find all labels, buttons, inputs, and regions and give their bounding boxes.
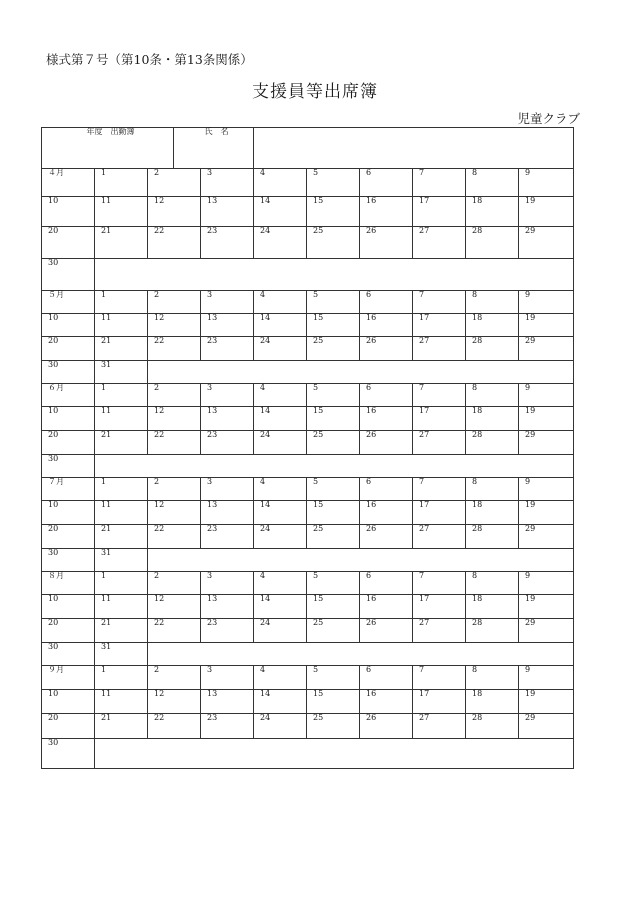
day-cell[interactable]: 12 <box>148 595 201 619</box>
day-cell[interactable]: 1 <box>95 478 148 501</box>
row-start-label: 30 <box>42 361 95 384</box>
month-1-row <box>42 259 574 291</box>
row-start-label: 20 <box>42 619 95 643</box>
day-cell[interactable]: 8 <box>466 666 519 690</box>
day-cell[interactable]: 5 <box>307 169 360 197</box>
month-5-row <box>42 595 574 619</box>
day-cell[interactable]: 22 <box>148 227 201 259</box>
month-4-row <box>42 501 574 525</box>
day-cell[interactable]: 28 <box>466 227 519 259</box>
day-cell[interactable]: 17 <box>413 407 466 431</box>
day-cell[interactable]: 9 <box>519 384 574 407</box>
day-cell[interactable]: 18 <box>466 407 519 431</box>
day-cell[interactable]: 25 <box>307 714 360 739</box>
day-cell[interactable]: 29 <box>519 227 574 259</box>
day-cell[interactable]: 17 <box>413 197 466 227</box>
day-cell[interactable]: 19 <box>519 314 574 337</box>
month-3-row <box>42 407 574 431</box>
day-cell[interactable]: 1 <box>95 666 148 690</box>
day-cell[interactable]: 13 <box>201 197 254 227</box>
day-cell[interactable]: 22 <box>148 431 201 455</box>
day-cell[interactable]: 27 <box>413 714 466 739</box>
day-cell[interactable]: 7 <box>413 384 466 407</box>
day-cell[interactable]: 1 <box>95 384 148 407</box>
day-cell[interactable]: 26 <box>360 431 413 455</box>
row-start-label: 10 <box>42 501 95 525</box>
day-cell[interactable]: 24 <box>254 431 307 455</box>
day-cell[interactable]: 28 <box>466 525 519 549</box>
row-start-label: 30 <box>42 739 95 769</box>
day-cell[interactable]: 29 <box>519 337 574 361</box>
day-cell[interactable]: 19 <box>519 501 574 525</box>
name-field[interactable] <box>254 128 574 169</box>
day-cell[interactable]: 25 <box>307 431 360 455</box>
row-start-label: 10 <box>42 690 95 714</box>
month-label: ７月 <box>42 478 95 501</box>
month-2-row <box>42 361 574 384</box>
day-cell[interactable]: 28 <box>466 714 519 739</box>
day-cell[interactable]: 8 <box>466 572 519 595</box>
day-cell[interactable]: 21 <box>95 227 148 259</box>
day-cell[interactable]: 4 <box>254 666 307 690</box>
day-cell[interactable]: 27 <box>413 619 466 643</box>
day-cell[interactable]: 7 <box>413 478 466 501</box>
month-4-row <box>42 525 574 549</box>
day-cell[interactable]: 5 <box>307 666 360 690</box>
day-cell[interactable]: 21 <box>95 431 148 455</box>
day-cell[interactable]: 24 <box>254 227 307 259</box>
day-cell[interactable]: 14 <box>254 314 307 337</box>
day-cell[interactable]: 6 <box>360 572 413 595</box>
day-cell[interactable]: 14 <box>254 501 307 525</box>
day-cell[interactable]: 27 <box>413 227 466 259</box>
day-cell[interactable]: 14 <box>254 407 307 431</box>
day-cell[interactable]: 11 <box>95 197 148 227</box>
month-3-row <box>42 431 574 455</box>
day-cell[interactable]: 8 <box>466 478 519 501</box>
day-cell[interactable]: 2 <box>148 478 201 501</box>
day-cell[interactable]: 13 <box>201 314 254 337</box>
day-cell[interactable]: 5 <box>307 478 360 501</box>
day-cell[interactable]: 31 <box>95 361 148 384</box>
day-cell[interactable]: 9 <box>519 169 574 197</box>
day-cell[interactable]: 26 <box>360 525 413 549</box>
day-cell[interactable]: 2 <box>148 291 201 314</box>
day-cell[interactable]: 12 <box>148 197 201 227</box>
table-header-row <box>42 128 574 169</box>
empty-cell <box>148 643 574 666</box>
day-cell[interactable]: 14 <box>254 690 307 714</box>
day-cell[interactable]: 4 <box>254 169 307 197</box>
day-cell[interactable]: 27 <box>413 525 466 549</box>
day-cell[interactable]: 19 <box>519 595 574 619</box>
day-cell[interactable]: 2 <box>148 169 201 197</box>
day-cell[interactable]: 4 <box>254 291 307 314</box>
form-number: 様式第７号（第10条・第13条関係） <box>46 52 253 67</box>
row-start-label: 30 <box>42 549 95 572</box>
day-cell[interactable]: 14 <box>254 197 307 227</box>
day-cell[interactable]: 7 <box>413 291 466 314</box>
day-cell[interactable]: 3 <box>201 291 254 314</box>
day-cell[interactable]: 4 <box>254 478 307 501</box>
day-cell[interactable]: 31 <box>95 549 148 572</box>
row-start-label: 10 <box>42 314 95 337</box>
empty-cell <box>95 259 574 291</box>
day-cell[interactable]: 4 <box>254 572 307 595</box>
month-6-row <box>42 666 574 690</box>
day-cell[interactable]: 13 <box>201 501 254 525</box>
day-cell[interactable]: 23 <box>201 525 254 549</box>
day-cell[interactable]: 12 <box>148 690 201 714</box>
day-cell[interactable]: 13 <box>201 690 254 714</box>
day-cell[interactable]: 3 <box>201 169 254 197</box>
month-2-row <box>42 291 574 314</box>
month-2-row <box>42 314 574 337</box>
day-cell[interactable]: 19 <box>519 197 574 227</box>
day-cell[interactable]: 6 <box>360 169 413 197</box>
day-cell[interactable]: 17 <box>413 595 466 619</box>
day-cell[interactable]: 26 <box>360 619 413 643</box>
day-cell[interactable]: 9 <box>519 572 574 595</box>
day-cell[interactable]: 18 <box>466 314 519 337</box>
day-cell[interactable]: 16 <box>360 407 413 431</box>
day-cell[interactable]: 27 <box>413 431 466 455</box>
day-cell[interactable]: 15 <box>307 690 360 714</box>
day-cell[interactable]: 9 <box>519 666 574 690</box>
day-cell[interactable]: 3 <box>201 478 254 501</box>
day-cell[interactable]: 28 <box>466 619 519 643</box>
name-label: 氏 名 <box>174 128 254 169</box>
day-cell[interactable]: 1 <box>95 572 148 595</box>
club-name: 児童クラブ <box>517 111 580 126</box>
day-cell[interactable]: 22 <box>148 525 201 549</box>
day-cell[interactable]: 18 <box>466 690 519 714</box>
month-label: ４月 <box>42 169 95 197</box>
month-3-row <box>42 384 574 407</box>
day-cell[interactable]: 3 <box>201 666 254 690</box>
day-cell[interactable]: 17 <box>413 690 466 714</box>
row-start-label: 20 <box>42 227 95 259</box>
month-1-row <box>42 227 574 259</box>
day-cell[interactable]: 8 <box>466 384 519 407</box>
day-cell[interactable]: 7 <box>413 572 466 595</box>
day-cell[interactable]: 25 <box>307 337 360 361</box>
day-cell[interactable]: 11 <box>95 407 148 431</box>
day-cell[interactable]: 24 <box>254 619 307 643</box>
day-cell[interactable]: 2 <box>148 572 201 595</box>
day-cell[interactable]: 27 <box>413 337 466 361</box>
day-cell[interactable]: 2 <box>148 384 201 407</box>
day-cell[interactable]: 23 <box>201 619 254 643</box>
day-cell[interactable]: 31 <box>95 643 148 666</box>
day-cell[interactable]: 17 <box>413 314 466 337</box>
year-attendance-label: 年度 出勤簿 <box>42 128 174 169</box>
month-5-row <box>42 619 574 643</box>
month-1-row <box>42 169 574 197</box>
empty-cell <box>95 455 574 478</box>
month-5-row <box>42 643 574 666</box>
row-start-label: 10 <box>42 595 95 619</box>
row-start-label: 30 <box>42 643 95 666</box>
month-3-row <box>42 455 574 478</box>
day-cell[interactable]: 29 <box>519 431 574 455</box>
page-title: 支援員等出席簿 <box>252 82 378 102</box>
day-cell[interactable]: 6 <box>360 666 413 690</box>
day-cell[interactable]: 21 <box>95 337 148 361</box>
day-cell[interactable]: 12 <box>148 314 201 337</box>
day-cell[interactable]: 21 <box>95 619 148 643</box>
day-cell[interactable]: 9 <box>519 478 574 501</box>
day-cell[interactable]: 7 <box>413 666 466 690</box>
day-cell[interactable]: 4 <box>254 384 307 407</box>
day-cell[interactable]: 15 <box>307 314 360 337</box>
day-cell[interactable]: 18 <box>466 595 519 619</box>
day-cell[interactable]: 5 <box>307 291 360 314</box>
month-6-row <box>42 690 574 714</box>
day-cell[interactable]: 15 <box>307 595 360 619</box>
day-cell[interactable]: 16 <box>360 595 413 619</box>
day-cell[interactable]: 13 <box>201 407 254 431</box>
day-cell[interactable]: 26 <box>360 227 413 259</box>
day-cell[interactable]: 12 <box>148 407 201 431</box>
day-cell[interactable]: 28 <box>466 431 519 455</box>
day-cell[interactable]: 11 <box>95 314 148 337</box>
day-cell[interactable]: 29 <box>519 619 574 643</box>
day-cell[interactable]: 16 <box>360 314 413 337</box>
month-6-row <box>42 714 574 739</box>
day-cell[interactable]: 11 <box>95 690 148 714</box>
month-4-row <box>42 549 574 572</box>
row-start-label: 20 <box>42 714 95 739</box>
day-cell[interactable]: 3 <box>201 572 254 595</box>
day-cell[interactable]: 14 <box>254 595 307 619</box>
row-start-label: 20 <box>42 337 95 361</box>
empty-cell <box>148 361 574 384</box>
day-cell[interactable]: 15 <box>307 501 360 525</box>
day-cell[interactable]: 29 <box>519 714 574 739</box>
day-cell[interactable]: 23 <box>201 227 254 259</box>
day-cell[interactable]: 16 <box>360 690 413 714</box>
day-cell[interactable]: 3 <box>201 384 254 407</box>
month-5-row <box>42 572 574 595</box>
day-cell[interactable]: 9 <box>519 291 574 314</box>
day-cell[interactable]: 5 <box>307 572 360 595</box>
day-cell[interactable]: 8 <box>466 169 519 197</box>
day-cell[interactable]: 25 <box>307 619 360 643</box>
day-cell[interactable]: 18 <box>466 197 519 227</box>
day-cell[interactable]: 6 <box>360 291 413 314</box>
day-cell[interactable]: 7 <box>413 169 466 197</box>
empty-cell <box>95 739 574 769</box>
day-cell[interactable]: 2 <box>148 666 201 690</box>
day-cell[interactable]: 21 <box>95 714 148 739</box>
day-cell[interactable]: 26 <box>360 714 413 739</box>
day-cell[interactable]: 18 <box>466 501 519 525</box>
day-cell[interactable]: 6 <box>360 478 413 501</box>
day-cell[interactable]: 16 <box>360 197 413 227</box>
day-cell[interactable]: 8 <box>466 291 519 314</box>
day-cell[interactable]: 26 <box>360 337 413 361</box>
day-cell[interactable]: 25 <box>307 227 360 259</box>
day-cell[interactable]: 28 <box>466 337 519 361</box>
row-start-label: 30 <box>42 455 95 478</box>
month-label: ８月 <box>42 572 95 595</box>
day-cell[interactable]: 11 <box>95 501 148 525</box>
month-4-row <box>42 478 574 501</box>
day-cell[interactable]: 24 <box>254 337 307 361</box>
day-cell[interactable]: 21 <box>95 525 148 549</box>
attendance-table <box>41 127 574 769</box>
row-start-label: 20 <box>42 431 95 455</box>
day-cell[interactable]: 5 <box>307 384 360 407</box>
day-cell[interactable]: 22 <box>148 714 201 739</box>
month-1-row <box>42 197 574 227</box>
day-cell[interactable]: 22 <box>148 337 201 361</box>
day-cell[interactable]: 29 <box>519 525 574 549</box>
row-start-label: 20 <box>42 525 95 549</box>
day-cell[interactable]: 15 <box>307 407 360 431</box>
day-cell[interactable]: 19 <box>519 690 574 714</box>
day-cell[interactable]: 23 <box>201 714 254 739</box>
day-cell[interactable]: 1 <box>95 169 148 197</box>
day-cell[interactable]: 1 <box>95 291 148 314</box>
day-cell[interactable]: 19 <box>519 407 574 431</box>
month-label: ５月 <box>42 291 95 314</box>
month-label: ６月 <box>42 384 95 407</box>
row-start-label: 30 <box>42 259 95 291</box>
day-cell[interactable]: 17 <box>413 501 466 525</box>
day-cell[interactable]: 22 <box>148 619 201 643</box>
day-cell[interactable]: 23 <box>201 431 254 455</box>
month-label: ９月 <box>42 666 95 690</box>
day-cell[interactable]: 11 <box>95 595 148 619</box>
month-2-row <box>42 337 574 361</box>
day-cell[interactable]: 16 <box>360 501 413 525</box>
day-cell[interactable]: 13 <box>201 595 254 619</box>
month-6-row <box>42 739 574 769</box>
day-cell[interactable]: 15 <box>307 197 360 227</box>
row-start-label: 10 <box>42 197 95 227</box>
empty-cell <box>148 549 574 572</box>
row-start-label: 10 <box>42 407 95 431</box>
day-cell[interactable]: 23 <box>201 337 254 361</box>
day-cell[interactable]: 24 <box>254 714 307 739</box>
day-cell[interactable]: 6 <box>360 384 413 407</box>
day-cell[interactable]: 24 <box>254 525 307 549</box>
day-cell[interactable]: 12 <box>148 501 201 525</box>
day-cell[interactable]: 25 <box>307 525 360 549</box>
